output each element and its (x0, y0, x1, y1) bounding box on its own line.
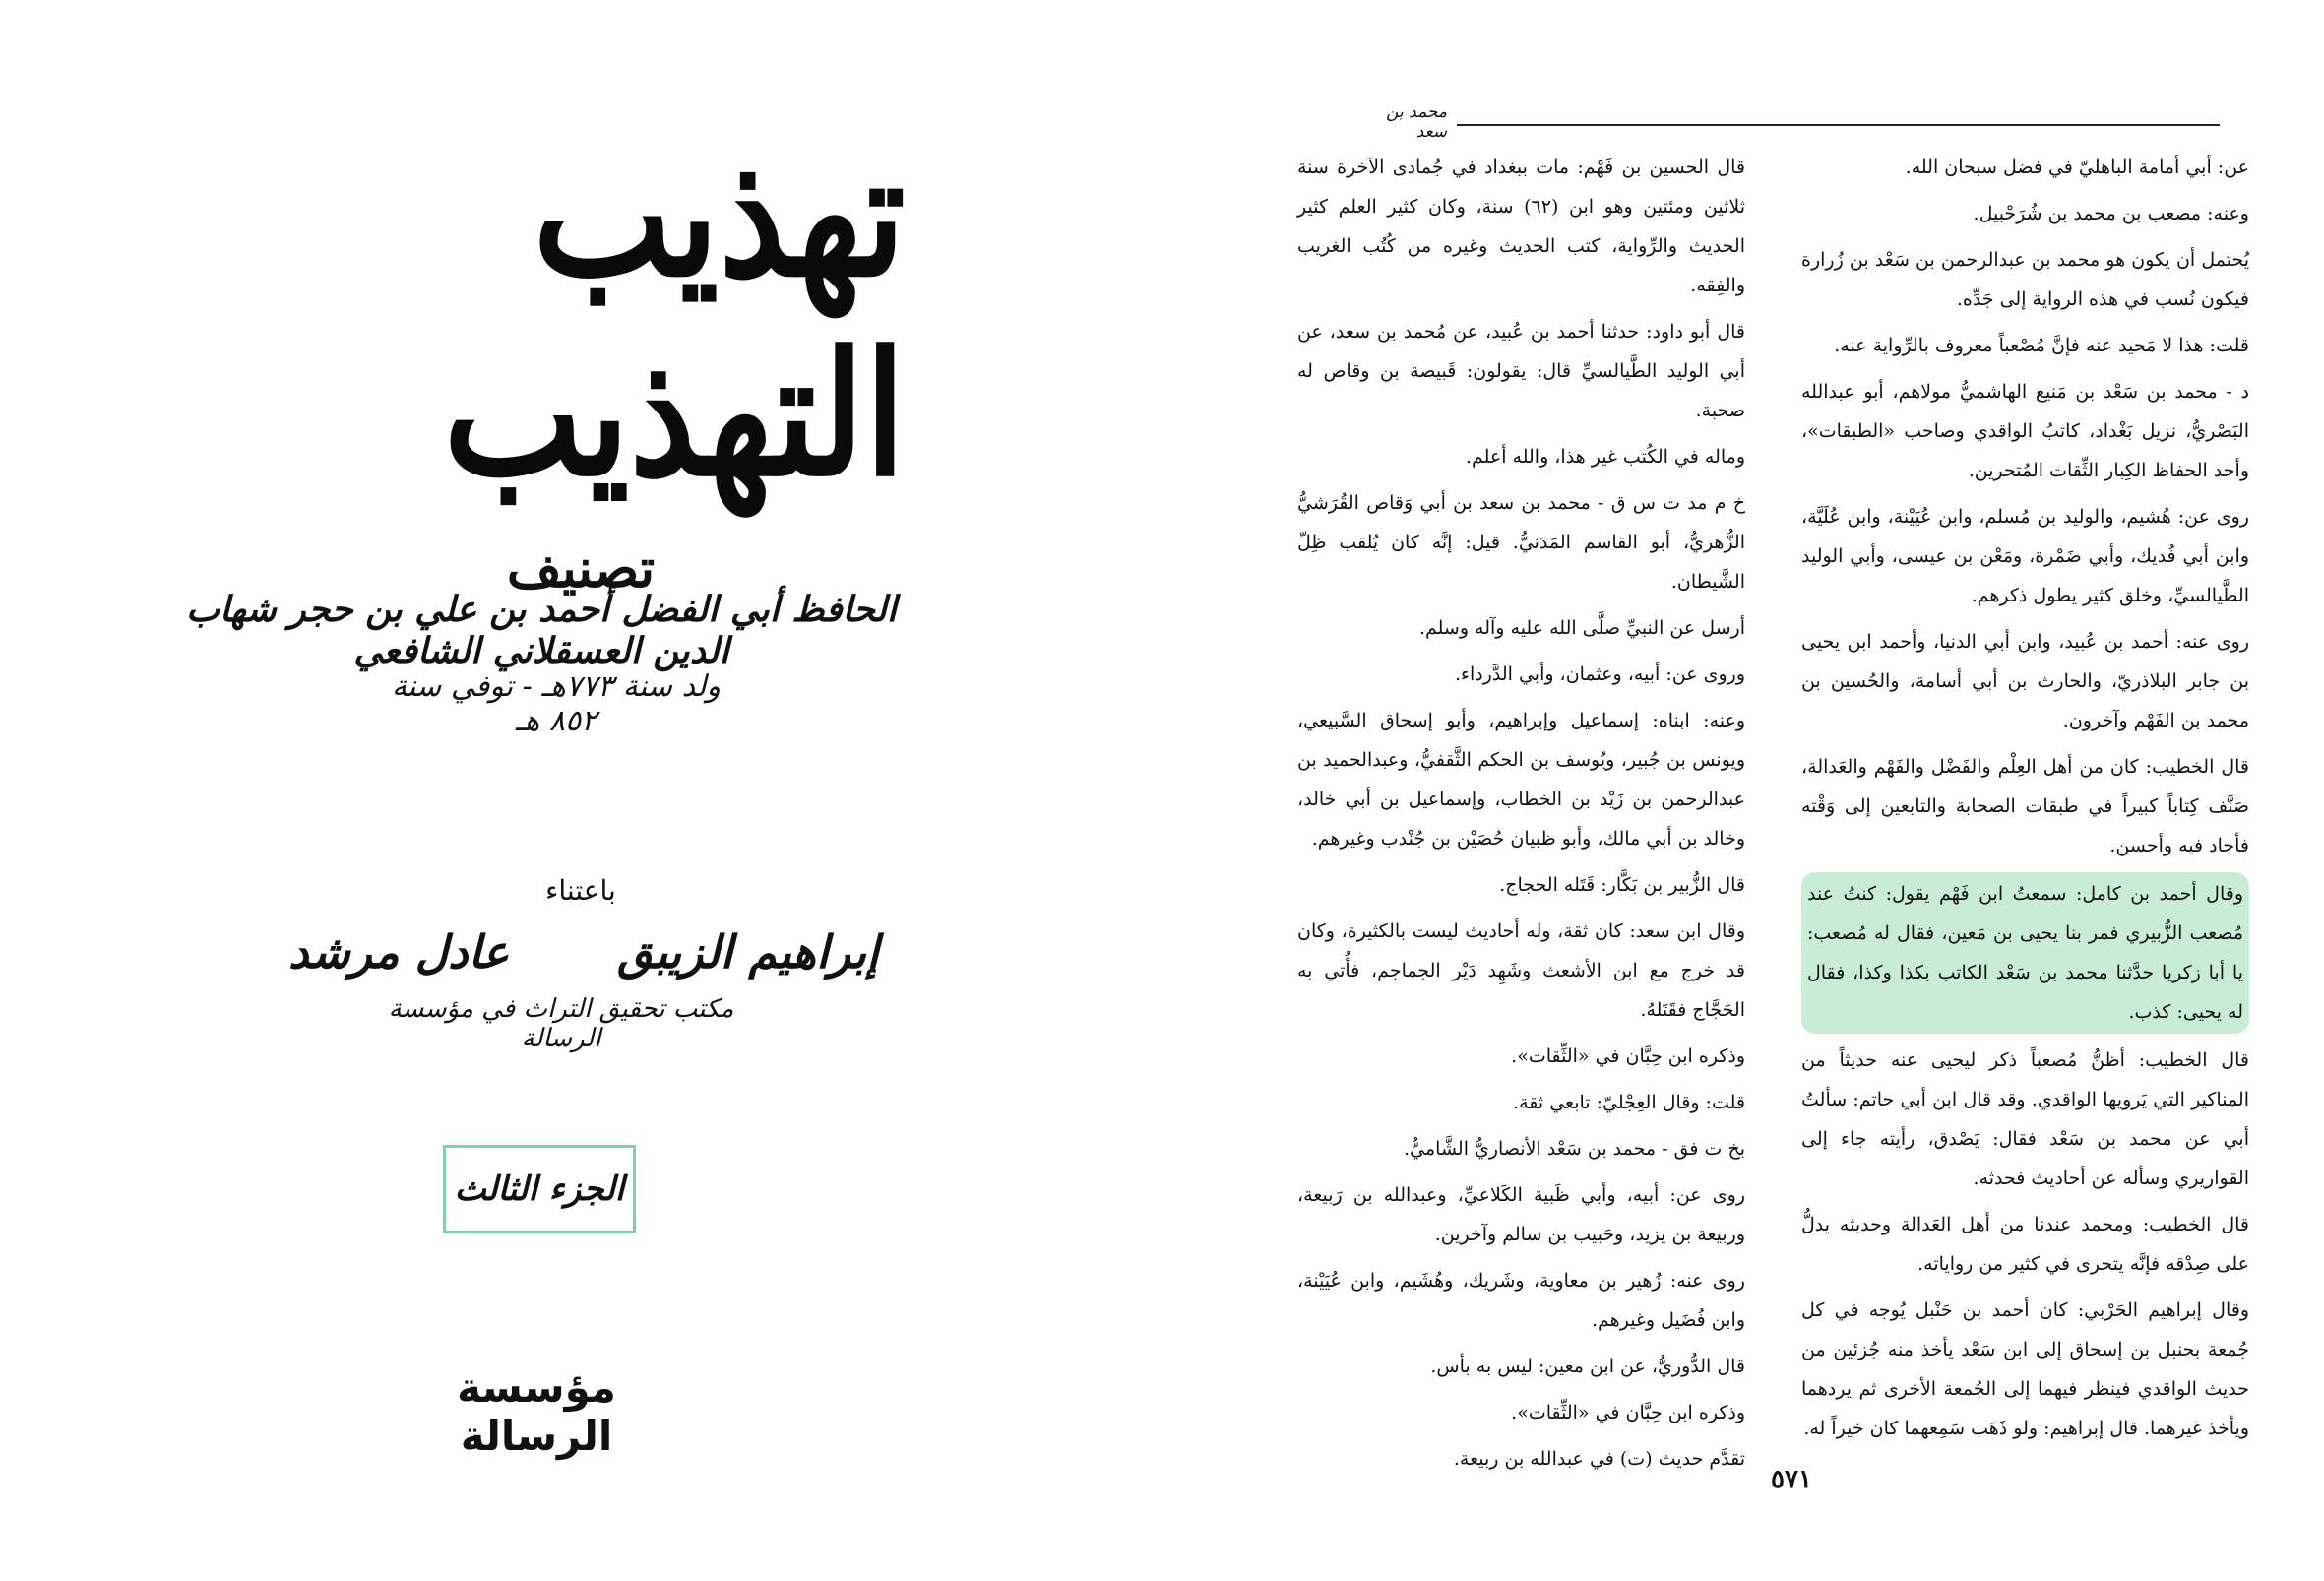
editorial-office: مكتب تحقيق التراث في مؤسسة الرسالة (388, 994, 734, 1053)
author-name: الحافظ أبي الفضل أحمد بن علي بن حجر شهاب الدين العسقلاني الشافعي (186, 589, 897, 671)
paragraph: وذكره ابن حِبَّان في «الثِّقات». (1511, 1402, 1745, 1423)
care-of-label: باعتناء (545, 874, 616, 907)
paragraph: قال الخطيب: أظنُّ مُصعباً ذكر ليحيى عنه حديثاً من المناكير التي يَرويها الواقدي. وقد قال ابن أبي حاتم: سألتُ أبي عن محمد بن سَعْد فقال: يَصْدق، رأيته جاء إلى القواريري وسأله عن أحاديث فحدثه. (1801, 1049, 2249, 1189)
paragraph: بخ ت فق - محمد بن سَعْد الأنصاريُّ الشَّاميُّ. (1404, 1138, 1745, 1160)
paragraph: وعنه: مصعب بن محمد بن شُرَحْبيل. (1973, 203, 2249, 224)
paragraph: روى عن: هُشيم، والوليد بن مُسلم، وابن عُيَيْنة، وابن عُلَيَّة، وابن أبي فُديك، وأبي ضَمْرة، ومَعْن بن عيسى، وأبي الوليد الطَّيالسيِّ، وخلق كثير يطول ذكرهم. (1801, 506, 2249, 606)
highlighted-passage: وقال أحمد بن كامل: سمعتُ ابن فَهْم يقول: كنتُ عند مُصعب الزُّبيري فمر بنا يحيى بن مَعين، فقال له مُصعب: يا أبا زكريا حدَّثنا محمد بن سَعْد الكاتب بكذا وكذا، فقال له يحيى: كذب. (1801, 872, 2249, 1034)
volume-label: الجزء الثالث (443, 1145, 636, 1233)
book-title: تهذيب التهذيب (443, 115, 906, 515)
paragraph: قال الخطيب: ومحمد عندنا من أهل العَدالة وحديثه يدلُّ على صِدْقه فإنَّه يتحرى في كثير من رواياته. (1801, 1214, 2249, 1275)
paragraph: خ م مد ت س ق - محمد بن سعد بن أبي وَقاص القُرَشيُّ الزُّهريُّ، أبو القاسم المَدَنيُّ. قيل: إنَّه كان يُلقب ظِلّ الشَّيطان. (1297, 492, 1745, 593)
editor-name: إبراهيم الزيبق (617, 925, 879, 979)
paragraph: أرسل عن النبيِّ صلَّى الله عليه وآله وسلم. (1418, 617, 1745, 639)
paragraph: قلت: وقال العِجْليّ: تابعي ثقة. (1513, 1092, 1745, 1113)
paragraph: يُحتمل أن يكون هو محمد بن عبدالرحمن بن سَعْد بن زُرارة فيكون نُسب في هذه الرواية إلى جَدِّه. (1801, 249, 2249, 310)
paragraph: د - محمد بن سَعْد بن مَنيع الهاشميُّ مولاهم، أبو عبدالله البَصْريُّ، نزيل بَغْداد، كاتبُ الواقدي وصاحب «الطبقات»، وأحد الحفاظ الكِبار الثِّقات المُتحرين. (1801, 381, 2249, 481)
paragraph: وقال إبراهيم الحَرْبي: كان أحمد بن حَنْبل يُوجه في كل جُمعة بحنبل بن إسحاق إلى ابن سَعْد يأخذ منه جُزئين من حديث الواقدي فينظر فيهما إلى الجُمعة الأخرى ثم يردهما ويأخذ غيرهما. قال إبراهيم: ولو ذَهَب سَمِعهما كان خيراً له. (1801, 1299, 2249, 1439)
paragraph: قال الدُّوريُّ، عن ابن معين: ليس به بأس. (1430, 1356, 1745, 1377)
paragraph: قال الخطيب: كان من أهل العِلْم والفَضْل والفَهْم والعَدالة، صَنَّف كِتاباً كبيراً في طبقات الصحابة والتابعين إلى وَقْته فأجاد فيه وأحسن. (1801, 756, 2249, 856)
running-head: محمد بن سعد (1386, 102, 1447, 142)
paragraph: وذكره ابن حِبَّان في «الثِّقات». (1511, 1045, 1745, 1067)
paragraph: وروى عن: أبيه، وعثمان، وأبي الدَّرداء. (1454, 664, 1745, 685)
author-dates: ولد سنة ٧٧٣هـ - توفي سنة ٨٥٢ هـ (392, 669, 721, 738)
paragraph: قال أبو داود: حدثنا أحمد بن عُبيد، عن مُحمد بن سعد، عن أبي الوليد الطَّيالسيِّ قال: يقولون: قَبيصة بن وقاص له صحبة. (1297, 321, 1745, 421)
left-column (1297, 148, 1745, 1486)
paragraph: روى عنه: زُهير بن معاوية، وشَريك، وهُشَيم، وابن عُيَيْنة، وابن فُضَيل وغيرهم. (1297, 1270, 1745, 1331)
paragraph: قال الزُّبير بن بَكَّار: قَتَله الحجاج. (1499, 874, 1745, 896)
paragraph: وماله في الكُتب غير هذا، والله أعلم. (1465, 446, 1745, 468)
paragraph: وعنه: ابناه: إسماعيل وإبراهيم، وأبو إسحاق السَّبيعي، ويونس بن جُبير، ويُوسف بن الحكم الثَّقفيُّ، وعبدالحميد بن عبدالرحمن بن زَيْد بن الخطاب، وإسماعيل بن أبي خالد، وخالد بن أبي مالك، وأبو ظبيان حُصَيْن بن جُنْدب وغيرهم. (1297, 710, 1745, 850)
paragraph: قلت: هذا لا مَحيد عنه فإنَّ مُصْعباً معروف بالرِّواية عنه. (1834, 335, 2249, 356)
paragraph: تقدَّم حديث (ت) في عبدالله بن ربيعة. (1453, 1448, 1745, 1470)
paragraph: روى عنه: أحمد بن عُبيد، وابن أبي الدنيا، وأحمد ابن يحيى بن جابر البلاذريّ، والحارث بن أبي أسامة، والحُسين بن محمد بن الفَهْم وآخرون. (1801, 631, 2249, 731)
editor-name: عادل مرشد (287, 925, 510, 979)
paragraph: روى عن: أبيه، وأبي ظَبية الكَلاعيِّ، وعبدالله بن رَبيعة، وربيعة بن يزيد، وحَبيب بن سالم وآخرين. (1297, 1184, 1745, 1245)
paragraph: قال الحسين بن فَهْم: مات ببغداد في جُمادى الآخرة سنة ثلاثين ومئتين وهو ابن (٦٢) سنة، وكان كثير العلم كثير الحديث والرِّواية، كتب الحديث وغيره من كُتُب الغريب والفِقه. (1297, 157, 1745, 296)
header-rule (1457, 124, 2220, 126)
compiled-by-label: تصنيف (506, 537, 656, 600)
publisher-name: مؤسسة الرسالة (457, 1363, 616, 1460)
page-number: ٥٧١ (1771, 1465, 1812, 1494)
text-page (1162, 0, 2324, 1581)
paragraph: وقال ابن سعد: كان ثقة، وله أحاديث ليست بالكثيرة، وكان قد خرج مع ابن الأشعث وشَهِد دَيْر الجماجم، فأُتي به الحَجَّاج فقَتَلهُ. (1297, 920, 1745, 1021)
paragraph: عن: أبي أمامة الباهليّ في فضل سبحان الله. (1905, 157, 2249, 178)
right-column (1801, 148, 2249, 1455)
